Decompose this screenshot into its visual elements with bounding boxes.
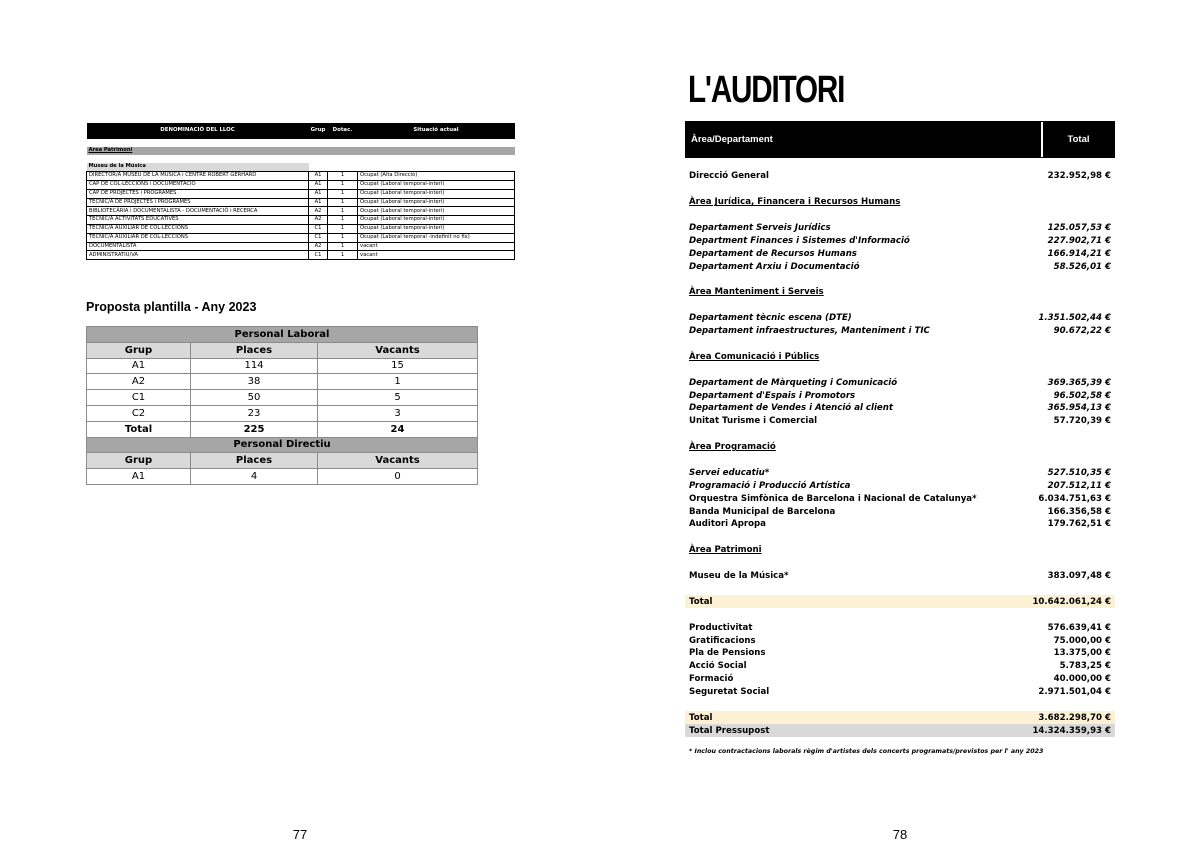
row-label: Banda Municipal de Barcelona — [689, 506, 836, 517]
row-label: Direcció General — [689, 171, 769, 182]
group-cell: A1 — [309, 172, 328, 181]
table-row — [87, 374, 478, 390]
budget-row — [685, 170, 1115, 183]
budget-row — [685, 634, 1115, 647]
table-row — [87, 172, 515, 181]
col-header-status: Situació actual — [358, 123, 515, 139]
group-cell: A1 — [87, 358, 191, 374]
group-cell: A2 — [309, 242, 328, 251]
row-label: Auditori Apropa — [689, 519, 766, 530]
row-amount: 166.356,58 € — [1047, 506, 1111, 517]
row-label: Servei educatiu* — [689, 467, 770, 478]
row-amount: 365.954,13 € — [1047, 403, 1111, 414]
table-row — [87, 216, 515, 225]
row-amount: 125.057,53 € — [1047, 223, 1111, 233]
row-amount: 90.672,22 € — [1053, 326, 1111, 337]
spacer-row — [685, 273, 1115, 286]
budget-row — [685, 389, 1115, 402]
col-header-group: Grup — [309, 123, 328, 139]
column-header: Grup — [87, 342, 191, 358]
group-cell: C2 — [87, 405, 191, 421]
row-label: Unitat Turisme i Comercial — [689, 416, 818, 427]
vacants-cell: 1 — [318, 374, 478, 390]
table-row — [87, 390, 478, 406]
status-cell: Ocupat (Laboral temporal-interi) — [358, 189, 515, 198]
budget-row — [685, 402, 1115, 415]
row-amount: 3.682.298,70 € — [1038, 712, 1111, 723]
spacer-row — [685, 608, 1115, 621]
group-cell: Total — [87, 421, 191, 437]
dotation-cell: 1 — [328, 225, 358, 234]
row-label: Departament d'Espais i Promotors — [689, 390, 856, 401]
group-cell: A1 — [309, 189, 328, 198]
row-label: Gratificacions — [689, 635, 756, 646]
table-row — [87, 242, 515, 251]
section-personal-directiu — [87, 437, 478, 453]
row-amount: 10.642.061,24 € — [1032, 596, 1111, 607]
table-row — [87, 189, 515, 198]
column-header: Vacants — [318, 342, 478, 358]
row-label: Departament Arxiu i Documentació — [689, 261, 860, 272]
row-label: Àrea Programació — [689, 442, 776, 453]
table-row — [87, 225, 515, 234]
row-label: Total — [689, 596, 713, 607]
budget-row — [685, 260, 1115, 273]
area-row — [87, 147, 515, 155]
position-name: CAP DE COL·LECCIONS i DOCUMENTACIÓ — [87, 181, 309, 190]
row-amount: 207.512,11 € — [1047, 480, 1111, 491]
places-cell: 4 — [191, 469, 318, 485]
row-label: Departament infraestructures, Manteniment i TIC — [689, 326, 930, 337]
status-cell: Ocupat (Laboral temporal -indefinit no fix) — [358, 233, 515, 242]
dotation-cell: 1 — [328, 207, 358, 216]
total-row — [685, 724, 1115, 737]
row-amount: 40.000,00 € — [1053, 674, 1111, 685]
row-label: Museu de la Música* — [689, 571, 789, 582]
row-amount: 58.526,01 € — [1053, 261, 1111, 272]
table-row — [87, 233, 515, 242]
row-amount: 57.720,39 € — [1053, 416, 1111, 427]
position-name: DOCUMENTALISTA — [87, 242, 309, 251]
budget-row — [685, 325, 1115, 338]
dotation-cell: 1 — [328, 181, 358, 190]
position-name: BIBLIOTECÀRIA i DOCUMENTALISTA - DOCUMENTACIÓ i RECERCA — [87, 207, 309, 216]
column-header-row — [87, 342, 478, 358]
spacer-row — [685, 454, 1115, 467]
area-heading — [685, 350, 1115, 363]
page-number-right: 78 — [892, 827, 908, 842]
column-header: Vacants — [318, 453, 478, 469]
row-amount: 527.510,35 € — [1047, 467, 1111, 478]
section-label: Museu de la Música — [87, 163, 309, 172]
dotation-cell: 1 — [328, 251, 358, 260]
spacer-row — [685, 531, 1115, 544]
group-cell: C1 — [87, 390, 191, 406]
group-cell: A2 — [309, 216, 328, 225]
budget-row — [685, 673, 1115, 686]
row-label: Pla de Pensions — [689, 648, 766, 659]
header-total: Total — [1041, 122, 1114, 157]
lauditori-logo: L'AUDITORI — [688, 69, 845, 111]
position-name: TÈCNIC/A AUXILIAR DE COL·LECCIONS — [87, 225, 309, 234]
status-cell: Ocupat (Laboral temporal-interi) — [358, 181, 515, 190]
spacer-row — [685, 209, 1115, 222]
col-header-dotation: Dotac. — [328, 123, 358, 139]
group-cell: A1 — [309, 198, 328, 207]
row-amount: 5.783,25 € — [1059, 661, 1111, 672]
row-label: Departament tècnic escena (DTE) — [689, 313, 852, 324]
dotation-cell: 1 — [328, 242, 358, 251]
row-label: Seguretat Social — [689, 687, 770, 698]
status-cell: Ocupat (Alta Direcció) — [358, 172, 515, 181]
row-amount: 369.365,39 € — [1047, 377, 1111, 388]
places-cell: 38 — [191, 374, 318, 390]
status-cell: vacant — [358, 242, 515, 251]
dotation-cell: 1 — [328, 189, 358, 198]
column-header: Places — [191, 342, 318, 358]
row-amount: 166.914,21 € — [1047, 248, 1111, 259]
table-row — [87, 251, 515, 260]
budget-row — [685, 479, 1115, 492]
budget-row — [685, 505, 1115, 518]
budget-row — [685, 415, 1115, 428]
group-cell: A2 — [87, 374, 191, 390]
group-cell: A2 — [309, 207, 328, 216]
table-row — [87, 405, 478, 421]
budget-row — [685, 660, 1115, 673]
places-cell: 114 — [191, 358, 318, 374]
spacer-row — [685, 299, 1115, 312]
position-name: TÈCNIC/A DE PROJECTES i PROGRAMES — [87, 198, 309, 207]
row-label: Total — [689, 712, 713, 723]
spacer-row — [685, 583, 1115, 596]
dotation-cell: 1 — [328, 198, 358, 207]
row-label: Acció Social — [689, 661, 747, 672]
proposal-title: Proposta plantilla - Any 2023 — [86, 300, 257, 314]
row-label: Departament de Màrqueting i Comunicació — [689, 377, 898, 388]
section-row — [87, 163, 515, 172]
column-header: Grup — [87, 453, 191, 469]
row-amount: 13.375,00 € — [1053, 648, 1111, 659]
budget-row — [685, 518, 1115, 531]
status-cell: Ocupat (Laboral temporal-interi) — [358, 216, 515, 225]
row-amount: 179.762,51 € — [1047, 519, 1111, 530]
area-label: Àrea Patrimoni — [87, 147, 515, 155]
row-amount: 6.034.751,63 € — [1038, 493, 1111, 504]
table-row — [87, 469, 478, 485]
row-label: Departament Serveis Jurídics — [689, 223, 831, 233]
column-header-row — [87, 453, 478, 469]
spacer-row — [685, 428, 1115, 441]
row-label: Departament de Vendes i Atenció al client — [689, 403, 893, 414]
row-label: Productivitat — [689, 622, 753, 633]
total-row — [87, 421, 478, 437]
page-number-left: 77 — [292, 827, 308, 842]
budget-row — [685, 621, 1115, 634]
row-label: Àrea Comunicació i Públics — [689, 351, 820, 362]
budget-row — [685, 570, 1115, 583]
table-row — [87, 198, 515, 207]
budget-table-header — [685, 121, 1115, 158]
budget-row — [685, 234, 1115, 247]
total-row — [685, 711, 1115, 724]
group-cell: C1 — [309, 233, 328, 242]
spacer-row — [685, 183, 1115, 196]
status-cell: Ocupat (Laboral temporal-interi) — [358, 225, 515, 234]
vacants-cell: 15 — [318, 358, 478, 374]
group-cell: C1 — [309, 225, 328, 234]
position-name: DIRECTOR/A MUSEU DE LA MÚSICA i CENTRE ROBERT GERHARD — [87, 172, 309, 181]
row-label: Programació i Producció Artística — [689, 480, 851, 491]
row-label: Department Finances i Sistemes d'Informació — [689, 235, 910, 246]
budget-row — [685, 686, 1115, 699]
row-label: Orquestra Simfònica de Barcelona i Nacional de Catalunya* — [689, 493, 977, 504]
row-label: Total Pressupost — [689, 725, 770, 736]
spacer-row — [685, 338, 1115, 351]
row-amount: 227.902,71 € — [1047, 235, 1111, 246]
row-amount: 383.097,48 € — [1047, 571, 1111, 582]
section-personal-laboral-label: Personal Laboral — [87, 327, 478, 343]
row-label: Formació — [689, 674, 734, 685]
places-cell: 225 — [191, 421, 318, 437]
budget-table-body — [685, 170, 1115, 737]
proposal-table — [86, 326, 478, 485]
budget-row — [685, 647, 1115, 660]
row-label: Àrea Patrimoni — [689, 545, 762, 556]
area-heading — [685, 196, 1115, 209]
vacants-cell: 0 — [318, 469, 478, 485]
area-heading — [685, 441, 1115, 454]
footnote: * Inclou contractacions laborals règim d'artistes dels concerts programats/previstos per l' any 2023 — [689, 748, 1044, 755]
spacer-row — [685, 699, 1115, 712]
budget-row — [685, 222, 1115, 235]
positions-table-header — [87, 123, 515, 139]
row-amount: 75.000,00 € — [1053, 635, 1111, 646]
vacants-cell: 5 — [318, 390, 478, 406]
header-area-department: Àrea/Departament — [691, 134, 773, 145]
positions-table — [86, 123, 515, 260]
row-amount: 14.324.359,93 € — [1032, 725, 1111, 736]
row-label: Departament de Recursos Humans — [689, 248, 857, 259]
budget-row — [685, 376, 1115, 389]
group-cell: A1 — [309, 181, 328, 190]
places-cell: 50 — [191, 390, 318, 406]
budget-row — [685, 466, 1115, 479]
row-label: Àrea Jurídica, Financera i Recursos Humans — [689, 197, 901, 208]
dotation-cell: 1 — [328, 216, 358, 225]
row-amount: 232.952,98 € — [1047, 171, 1111, 182]
position-name: TÈCNIC/A AUXILIAR DE COL·LECCIONS — [87, 233, 309, 242]
row-label: Àrea Manteniment i Serveis — [689, 287, 824, 298]
column-header: Places — [191, 453, 318, 469]
section-personal-laboral — [87, 327, 478, 343]
spacer-row — [685, 363, 1115, 376]
spacer-row — [685, 557, 1115, 570]
dotation-cell: 1 — [328, 172, 358, 181]
row-amount: 1.351.502,44 € — [1038, 313, 1111, 324]
vacants-cell: 24 — [318, 421, 478, 437]
budget-row — [685, 247, 1115, 260]
table-row — [87, 358, 478, 374]
section-personal-directiu-label: Personal Directiu — [87, 437, 478, 453]
row-amount: 576.639,41 € — [1047, 622, 1111, 633]
row-amount: 2.971.501,04 € — [1038, 687, 1111, 698]
area-heading — [685, 544, 1115, 557]
budget-row — [685, 492, 1115, 505]
area-heading — [685, 286, 1115, 299]
col-header-position: DENOMINACIÓ DEL LLOC — [87, 123, 309, 139]
position-name: TÈCNIC/A ACTIVITATS EDUCATIVES — [87, 216, 309, 225]
dotation-cell: 1 — [328, 233, 358, 242]
table-row — [87, 207, 515, 216]
position-name: CAP DE PROJECTES i PROGRAMES — [87, 189, 309, 198]
group-cell: A1 — [87, 469, 191, 485]
total-row — [685, 595, 1115, 608]
table-row — [87, 181, 515, 190]
status-cell: Ocupat (Laboral temporal-interi) — [358, 207, 515, 216]
vacants-cell: 3 — [318, 405, 478, 421]
budget-row — [685, 312, 1115, 325]
row-amount: 96.502,58 € — [1053, 390, 1111, 401]
group-cell: C1 — [309, 251, 328, 260]
status-cell: vacant — [358, 251, 515, 260]
status-cell: Ocupat (Laboral temporal-interi) — [358, 198, 515, 207]
places-cell: 23 — [191, 405, 318, 421]
position-name: ADMINISTRATIU/VA — [87, 251, 309, 260]
